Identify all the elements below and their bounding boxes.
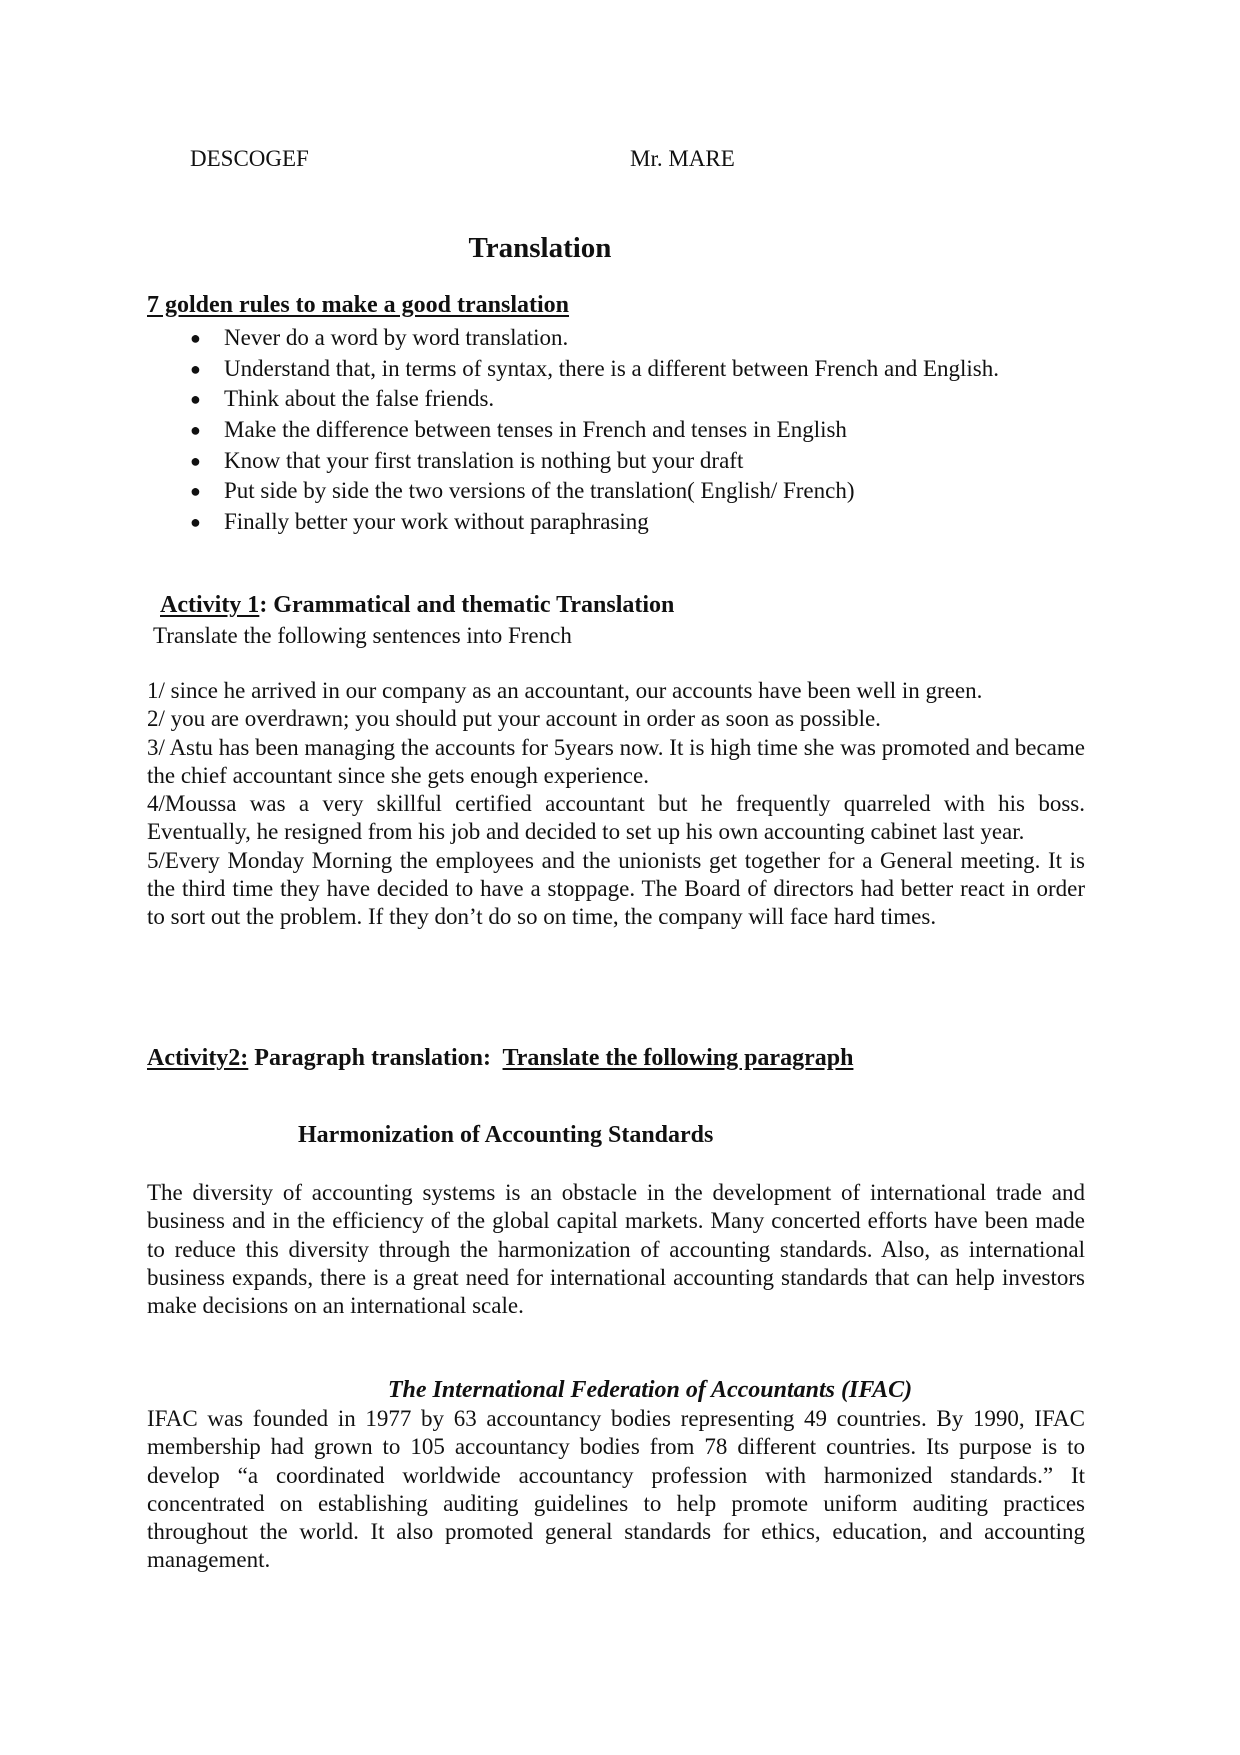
page-title: Translation bbox=[468, 232, 612, 264]
sentence-item: 4/Moussa was a very skillful certified accountant but he frequently quarreled with his boss. Eventually, he resigned from his job and decided to set up his own accounting cabinet last year. bbox=[147, 791, 1085, 845]
rule-text: Know that your first translation is nothing but your draft bbox=[224, 447, 744, 473]
activity1-label: Activity 1 bbox=[160, 592, 260, 618]
golden-rules-list bbox=[186, 324, 1098, 539]
rules-heading: 7 golden rules to make a good translation bbox=[147, 292, 570, 318]
article-paragraph: The diversity of accounting systems is an obstacle in the development of international trade and business and in the efficiency of the global capital markets. Many concerted efforts have been made to reduce this diversity through the harmonization of accounting standards. Also, as international business expands, there is a great need for international accounting standards that can help investors make decisions on an international scale. bbox=[147, 1180, 1085, 1319]
rule-item bbox=[186, 324, 1098, 352]
rule-text: Never do a word by word translation. bbox=[224, 325, 569, 350]
rule-item bbox=[186, 477, 1098, 505]
activity1-sentences bbox=[147, 677, 1085, 932]
rule-text: Finally better your work without paraphrasing bbox=[224, 509, 649, 535]
bullet-icon: ● bbox=[190, 420, 201, 441]
rule-item bbox=[186, 447, 1098, 475]
activity1-heading bbox=[160, 592, 674, 619]
ifac-heading: The International Federation of Accountants (IFAC) bbox=[387, 1377, 913, 1403]
bullet-icon: ● bbox=[190, 389, 201, 410]
bullet-icon: ● bbox=[190, 481, 201, 502]
rule-item bbox=[186, 385, 1098, 413]
bullet-icon: ● bbox=[190, 450, 201, 471]
sentence-item: 5/Every Monday Morning the employees and the unionists get together for a General meeting. It is the third time they have decided to have a stoppage. The Board of directors had better react in order to sort out the problem. If they don’t do so on time, the company will face hard times. bbox=[147, 847, 1085, 930]
sentence-item: 3/ Astu has been managing the accounts for 5years now. It is high time she was promoted and became the chief accountant since she gets enough experience. bbox=[147, 734, 1085, 788]
activity1-instruction: Translate the following sentences into French bbox=[153, 623, 572, 648]
ifac-paragraph: IFAC was founded in 1977 by 63 accountancy bodies representing 49 countries. By 1990, IFAC membership had grown to 105 accountancy bodies from 78 different countries. Its purpose is to develop “a coordinated worldwide accountancy profession with harmonized standards.” It concentrated on establishing auditing guidelines to help promote uniform auditing practices throughout the world. It also promoted general standards for ethics, education, and accounting management. bbox=[147, 1406, 1085, 1573]
bullet-icon: ● bbox=[190, 358, 201, 379]
rule-text: Make the difference between tenses in French and tenses in English bbox=[224, 417, 847, 443]
activity2-label: Activity2: bbox=[147, 1045, 249, 1071]
rule-item bbox=[186, 508, 1098, 536]
sentence-item: 1/ since he arrived in our company as an accountant, our accounts have been well in green. bbox=[147, 678, 983, 703]
activity2-type: Paragraph translation: bbox=[248, 1045, 503, 1071]
institution-name: DESCOGEF bbox=[190, 146, 309, 171]
teacher-name: Mr. MARE bbox=[630, 146, 735, 171]
rule-text: Put side by side the two versions of the translation( English/ French) bbox=[224, 478, 855, 504]
article-title: Harmonization of Accounting Standards bbox=[298, 1122, 714, 1148]
bullet-icon: ● bbox=[190, 512, 201, 533]
activity2-heading bbox=[147, 1045, 853, 1072]
sentence-item: 2/ you are overdrawn; you should put your account in order as soon as possible. bbox=[147, 706, 881, 732]
rule-item bbox=[186, 355, 1098, 383]
activity2-instruction: Translate the following paragraph bbox=[502, 1045, 854, 1071]
rule-text: Think about the false friends. bbox=[224, 386, 495, 412]
rule-item bbox=[186, 416, 1098, 444]
activity1-title: : Grammatical and thematic Translation bbox=[259, 592, 675, 618]
rule-text: Understand that, in terms of syntax, there is a different between French and English. bbox=[224, 355, 999, 381]
bullet-icon: ● bbox=[190, 328, 201, 348]
